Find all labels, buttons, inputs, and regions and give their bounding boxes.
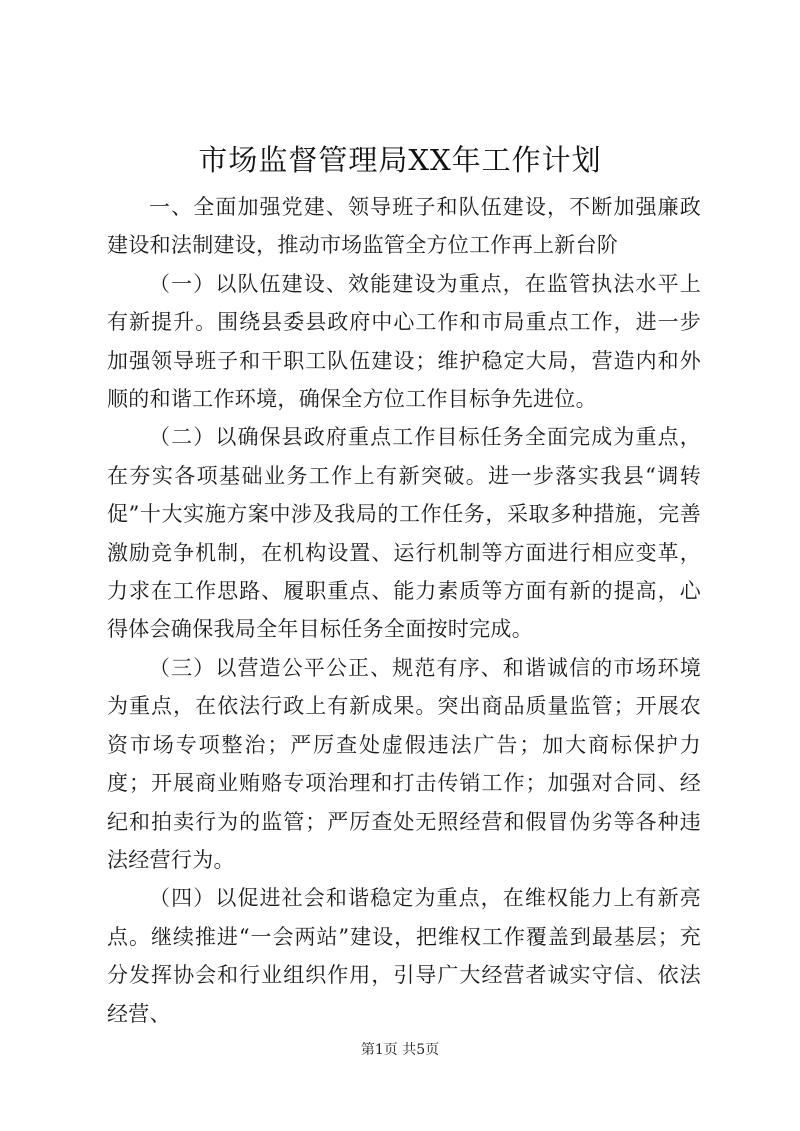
document-title: 市场监督管理局XX年工作计划: [198, 143, 602, 177]
paragraph-item-two: （二）以确保县政府重点工作目标任务全面完成为重点，在夯实各项基础业务工作上有新突破。进一步落实我县“调转促”十大实施方案中涉及我局的工作任务，采取多种措施，完善激励竞争机制，在机构设置、运行机制等方面进行相应变革，力求在工作思路、履职重点、能力素质等方面有新的提高，心得体会确保我局全年目标任务全面按时完成。: [107, 425, 701, 642]
paragraph-item-one: （一）以队伍建设、效能建设为重点，在监管执法水平上有新提升。围绕县委县政府中心工作和市局重点工作，进一步加强领导班子和干职工队伍建设；维护稳定大局，营造内和外顺的和谐工作环境，确保全方位工作目标争先进位。: [107, 271, 701, 412]
paragraph-section-one: 一、全面加强党建、领导班子和队伍建设，不断加强廉政建设和法制建设，推动市场监管全方位工作再上新台阶: [107, 195, 701, 258]
paragraph-item-four: （四）以促进社会和谐稳定为重点，在维权能力上有新亮点。继续推进“一会两站”建设，把维权工作覆盖到最基层；充分发挥协会和行业组织作用，引导广大经营者诚实守信、依法经营、: [107, 886, 701, 1026]
page-footer: 第1页 共5页: [360, 1042, 440, 1058]
paragraph-item-three: （三）以营造公平公正、规范有序、和谐诚信的市场环境为重点，在依法行政上有新成果。突出商品质量监管；开展农资市场专项整治；严厉查处虚假违法广告；加大商标保护力度；开展商业贿赂专项治理和打击传销工作；加强对合同、经纪和拍卖行为的监管；严厉查处无照经营和假冒伪劣等各种违法经营行为。: [107, 655, 701, 872]
document-body: [107, 188, 701, 1033]
